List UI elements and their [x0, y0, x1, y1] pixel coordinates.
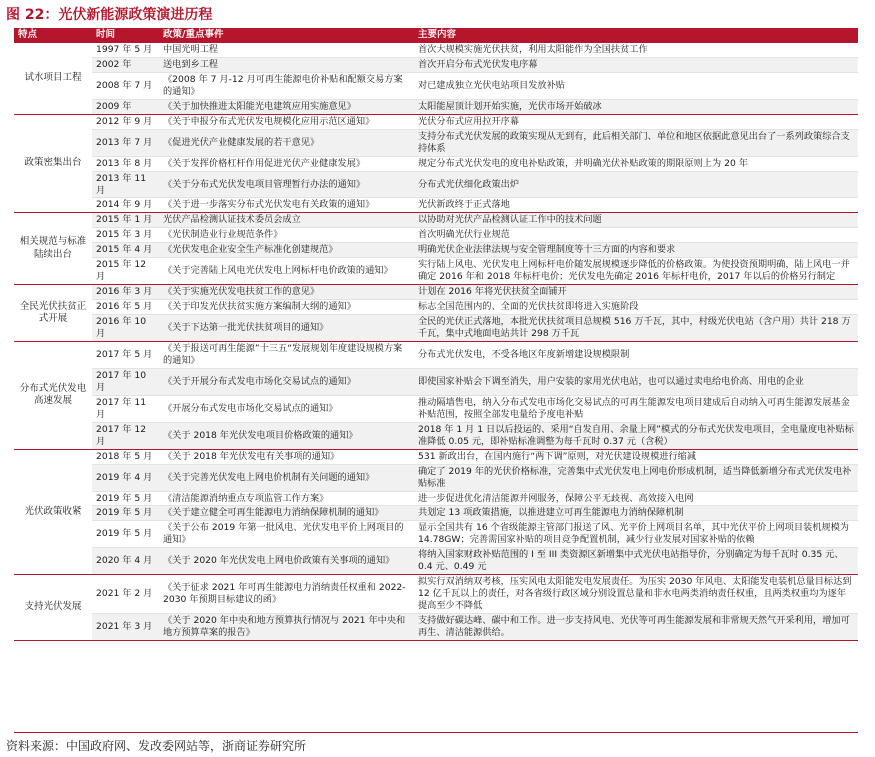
- content-cell: 规定分布式光伏发电的度电补贴政策，并明确光伏补贴政策的期限原则上为 20 年: [414, 156, 858, 171]
- content-cell: 确定了 2019 年的光伏价格标准，完善集中式光伏发电上网电价形成机制，适当降低新增分布式光伏发电补贴标准: [414, 464, 858, 491]
- table-row: [14, 300, 858, 315]
- time-cell: 2019 年 5 月: [92, 491, 159, 506]
- table-row: [14, 395, 858, 422]
- content-cell: 推动隔墙售电，纳入分布式发电市场化交易试点的可再生能源发电项目建成后自动纳入可再生能源发展基金补贴范围，按照全部发电量给予度电补贴: [414, 395, 858, 422]
- event-cell: 《光伏发电企业安全生产标准化创建规范》: [159, 243, 414, 258]
- figure-title: 图 22：光伏新能源政策演进历程: [6, 7, 213, 23]
- table-row: [14, 368, 858, 395]
- content-cell: 实行陆上风电、光伏发电上网标杆电价随发展规模逐步降低的价格政策。为使投资预期明确，陆上风电一并确定 2016 年和 2018 年标杆电价；光伏发电先确定 2016 年标杆电价，2017 年以后的价格另行制定: [414, 258, 858, 285]
- content-cell: 光伏分布式应用拉开序幕: [414, 114, 858, 129]
- header-event: 政策/重点事件: [159, 28, 414, 43]
- table-row: [14, 228, 858, 243]
- time-cell: 2019 年 5 月: [92, 506, 159, 521]
- content-cell: 太阳能屋顶计划开始实施，光伏市场开始破冰: [414, 99, 858, 114]
- table-row: [14, 213, 858, 228]
- table-row: [14, 575, 858, 614]
- event-cell: 《关于下达第一批光伏扶贫项目的通知》: [159, 315, 414, 342]
- time-cell: 2017 年 12 月: [92, 422, 159, 449]
- table-row: [14, 43, 858, 57]
- time-cell: 2009 年: [92, 99, 159, 114]
- time-cell: 2008 年 7 月: [92, 72, 159, 99]
- time-cell: 2016 年 10 月: [92, 315, 159, 342]
- content-cell: 将纳入国家财政补贴范围的 I 至 III 类资源区新增集中式光伏电站指导价，分别确定为每千瓦时 0.35 元、0.4 元、0.49 元: [414, 548, 858, 575]
- content-cell: 首次明确光伏行业规范: [414, 228, 858, 243]
- time-cell: 1997 年 5 月: [92, 43, 159, 57]
- event-cell: 《关于征求 2021 年可再生能源电力消纳责任权重和 2022-2030 年预期目标建议的函》: [159, 575, 414, 614]
- table-row: [14, 422, 858, 449]
- time-cell: 2014 年 9 月: [92, 198, 159, 213]
- category-cell: 相关规范与标准陆续出台: [14, 213, 92, 285]
- table-row: [14, 99, 858, 114]
- header-content: 主要内容: [414, 28, 858, 43]
- time-cell: 2019 年 4 月: [92, 464, 159, 491]
- event-cell: 《关于加快推进太阳能光电建筑应用实施意见》: [159, 99, 414, 114]
- content-cell: 显示全国共有 16 个省级能源主管部门报送了风、光平价上网项目名单，其中光伏平价上网项目装机规模为 14.78GW；完善需国家补贴的项目竞争配置机制，减少行业发展对国家补贴的依赖: [414, 521, 858, 548]
- table-row: [14, 342, 858, 369]
- content-cell: 首次大规模实施光伏扶贫，利用太阳能作为全国扶贫工作: [414, 43, 858, 57]
- event-cell: 《关于申报分布式光伏发电规模化应用示范区通知》: [159, 114, 414, 129]
- table-row: [14, 198, 858, 213]
- time-cell: 2017 年 5 月: [92, 342, 159, 369]
- event-cell: 《关于 2020 年中央和地方预算执行情况与 2021 年中央和地方预算草案的报告》: [159, 614, 414, 641]
- time-cell: 2017 年 11 月: [92, 395, 159, 422]
- content-cell: 进一步促进优化清洁能源并网服务，保障公平无歧视、高效接入电网: [414, 491, 858, 506]
- time-cell: 2015 年 1 月: [92, 213, 159, 228]
- time-cell: 2012 年 9 月: [92, 114, 159, 129]
- event-cell: 《关于公布 2019 年第一批风电、光伏发电平价上网项目的通知》: [159, 521, 414, 548]
- time-cell: 2020 年 4 月: [92, 548, 159, 575]
- event-cell: 《关于完善陆上风电光伏发电上网标杆电价政策的通知》: [159, 258, 414, 285]
- header-time: 时间: [92, 28, 159, 43]
- time-cell: 2015 年 4 月: [92, 243, 159, 258]
- category-cell: 试水项目工程: [14, 43, 92, 114]
- table-row: [14, 449, 858, 464]
- time-cell: 2021 年 3 月: [92, 614, 159, 641]
- content-cell: 即使国家补贴会下调至消失，用户安装的家用光伏电站，也可以通过卖电给电价高、用电的企业: [414, 368, 858, 395]
- event-cell: 《开展分布式发电市场化交易试点的通知》: [159, 395, 414, 422]
- event-cell: 《关于进一步落实分布式光伏发电有关政策的通知》: [159, 198, 414, 213]
- category-cell: 政策密集出台: [14, 114, 92, 213]
- category-cell: 全民光伏扶贫正式开展: [14, 285, 92, 342]
- time-cell: 2017 年 10 月: [92, 368, 159, 395]
- event-cell: 《关于发挥价格杠杆作用促进光伏产业健康发展》: [159, 156, 414, 171]
- source-note: 资料来源：中国政府网、发改委网站等，浙商证券研究所: [6, 739, 307, 753]
- event-cell: 《关于报送可再生能源”十三五“发展规划年度建设规模方案的通知》: [159, 342, 414, 369]
- event-cell: 《关于实施光伏发电扶贫工作的意见》: [159, 285, 414, 300]
- content-cell: 计划在 2016 年将光伏扶贫全面铺开: [414, 285, 858, 300]
- event-cell: 《2008 年 7 月-12 月可再生能源电价补贴和配额交易方案的通知》: [159, 72, 414, 99]
- content-cell: 明确光伏企业法律法规与安全管理制度等十三方面的内容和要求: [414, 243, 858, 258]
- table-row: [14, 506, 858, 521]
- table-body: [14, 43, 858, 640]
- content-cell: 共划定 13 项政策措施，以推进建立可再生能源电力消纳保障机制: [414, 506, 858, 521]
- category-cell: 支持光伏发展: [14, 575, 92, 641]
- event-cell: 《促进光伏产业健康发展的若干意见》: [159, 129, 414, 156]
- table-row: [14, 315, 858, 342]
- event-cell: 《关于 2018 年光伏发电项目价格政策的通知》: [159, 422, 414, 449]
- event-cell: 中国光明工程: [159, 43, 414, 57]
- time-cell: 2019 年 5 月: [92, 521, 159, 548]
- table-row: [14, 614, 858, 641]
- event-cell: 送电到乡工程: [159, 57, 414, 72]
- time-cell: 2015 年 12 月: [92, 258, 159, 285]
- table-row: [14, 156, 858, 171]
- time-cell: 2015 年 3 月: [92, 228, 159, 243]
- event-cell: 光伏产品检测认证技术委员会成立: [159, 213, 414, 228]
- category-cell: 分布式光伏发电高速发展: [14, 342, 92, 450]
- table-row: [14, 285, 858, 300]
- time-cell: 2013 年 8 月: [92, 156, 159, 171]
- table-row: [14, 171, 858, 198]
- table-row: [14, 129, 858, 156]
- content-cell: 标志全国范围内的、全面的光伏扶贫即将进入实施阶段: [414, 300, 858, 315]
- content-cell: 分布式光伏发电，不受各地区年度新增建设规模限制: [414, 342, 858, 369]
- table-row: [14, 243, 858, 258]
- time-cell: 2016 年 3 月: [92, 285, 159, 300]
- content-cell: 2018 年 1 月 1 日以后投运的、采用“自发自用、余量上网”模式的分布式光伏发电项目，全电量度电补贴标准降低 0.05 元，即补贴标准调整为每千瓦时 0.37 元（含税）: [414, 422, 858, 449]
- time-cell: 2013 年 7 月: [92, 129, 159, 156]
- header-feature: 特点: [14, 28, 92, 43]
- content-cell: 以协助对光伏产品检测认证工作中的技术问题: [414, 213, 858, 228]
- table-row: [14, 548, 858, 575]
- table-row: [14, 114, 858, 129]
- table-row: [14, 464, 858, 491]
- content-cell: 首次开启分布式光伏发电序幕: [414, 57, 858, 72]
- policy-table-container: [14, 28, 858, 641]
- time-cell: 2016 年 5 月: [92, 300, 159, 315]
- content-cell: 光伏新政终于正式落地: [414, 198, 858, 213]
- event-cell: 《光伏制造业行业规范条件》: [159, 228, 414, 243]
- event-cell: 《关于 2020 年光伏发电上网电价政策有关事项的通知》: [159, 548, 414, 575]
- content-cell: 531 新政出台，在国内施行“两下调”原则，对光伏建设规模进行缩减: [414, 449, 858, 464]
- content-cell: 拟实行双消纳双考核，压实风电太阳能发电发展责任。为压实 2030 年风电、太阳能发电装机总量目标达到 12 亿千瓦以上的责任，对各省级行政区域分别设置总量和非水电两类消纳责任权重，且两类权重均为逐年提高至少不降低: [414, 575, 858, 614]
- category-cell: 光伏政策收紧: [14, 449, 92, 575]
- content-cell: 全民的光伏正式落地，本批光伏扶贫项目总规模 516 万千瓦，其中，村级光伏电站（含户用）共计 218 万千瓦，集中式地面电站共计 298 万千瓦: [414, 315, 858, 342]
- time-cell: 2002 年: [92, 57, 159, 72]
- table-row: [14, 57, 858, 72]
- content-cell: 支持做好碳达峰、碳中和工作。进一步支持风电、光伏等可再生能源发展和非常规天然气开采利用，增加可再生、清洁能源供给。: [414, 614, 858, 641]
- event-cell: 《关于 2018 年光伏发电有关事项的通知》: [159, 449, 414, 464]
- table-header-row: [14, 28, 858, 43]
- time-cell: 2013 年 11 月: [92, 171, 159, 198]
- table-row: [14, 258, 858, 285]
- time-cell: 2021 年 2 月: [92, 575, 159, 614]
- policy-table: [14, 28, 858, 641]
- time-cell: 2018 年 5 月: [92, 449, 159, 464]
- event-cell: 《关于完善光伏发电上网电价机制有关问题的通知》: [159, 464, 414, 491]
- event-cell: 《关于开展分布式发电市场化交易试点的通知》: [159, 368, 414, 395]
- event-cell: 《关于印发光伏扶贫实施方案编制大纲的通知》: [159, 300, 414, 315]
- event-cell: 《清洁能源消纳重点专项监管工作方案》: [159, 491, 414, 506]
- table-row: [14, 72, 858, 99]
- content-cell: 支持分布式光伏发展的政策实现从无到有，此后相关部门、单位和地区依据此意见出台了一系列政策综合支持体系: [414, 129, 858, 156]
- content-cell: 分布式光伏细化政策出炉: [414, 171, 858, 198]
- table-row: [14, 491, 858, 506]
- event-cell: 《关于建立健全可再生能源电力消纳保障机制的通知》: [159, 506, 414, 521]
- bottom-divider: [14, 732, 858, 733]
- content-cell: 对已建成独立光伏电站项目发放补贴: [414, 72, 858, 99]
- event-cell: 《关于分布式光伏发电项目管理暂行办法的通知》: [159, 171, 414, 198]
- table-row: [14, 521, 858, 548]
